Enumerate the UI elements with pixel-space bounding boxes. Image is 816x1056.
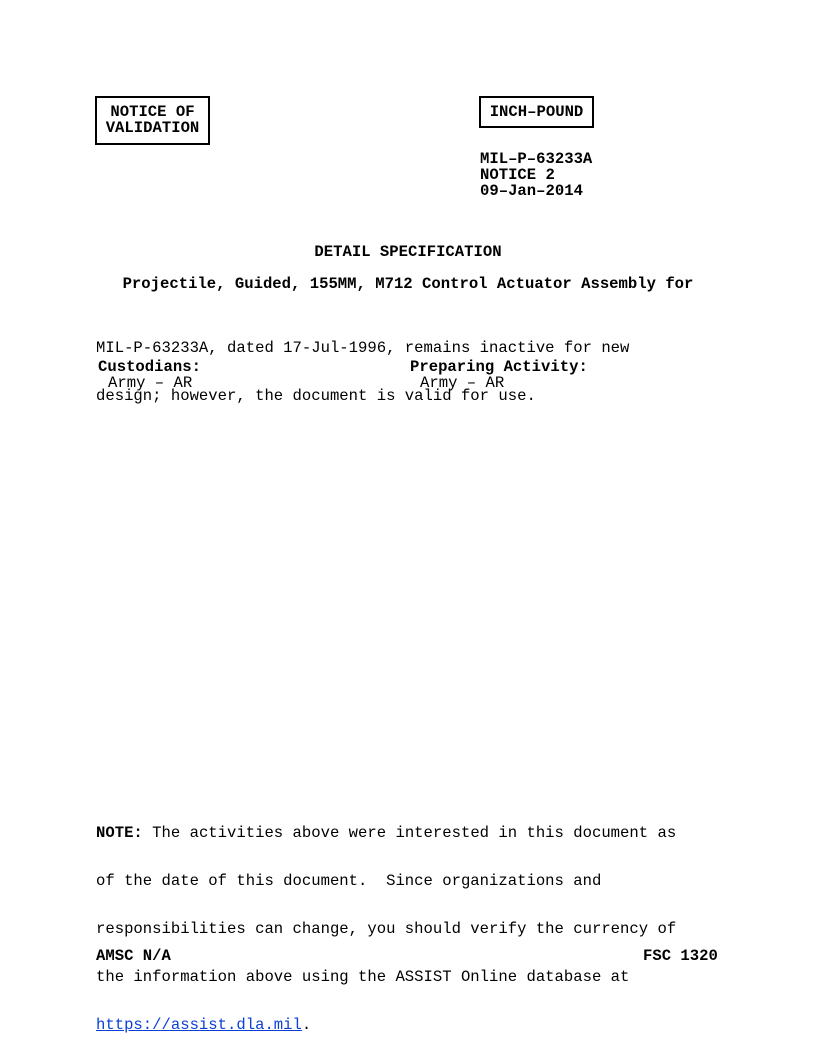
notice-date: 09–Jan–2014 bbox=[480, 182, 583, 200]
note-line-3: responsibilities can change, you should verify the currency of bbox=[96, 920, 677, 938]
document-subject: Projectile, Guided, 155MM, M712 Control Actuator Assembly for bbox=[122, 275, 694, 293]
validation-statement-line-1: MIL-P-63233A, dated 17-Jul-1996, remains inactive for new bbox=[96, 339, 630, 357]
notice-of-validation-box bbox=[95, 96, 210, 145]
preparing-activity-block bbox=[410, 359, 588, 391]
note-label: NOTE: bbox=[96, 824, 143, 842]
document-heading: DETAIL SPECIFICATION bbox=[314, 243, 502, 261]
document-identifier bbox=[480, 151, 592, 199]
validation-statement-line-2: design; however, the document is valid for use. bbox=[96, 387, 536, 405]
note-line-1: The activities above were interested in this document as bbox=[142, 824, 677, 842]
amsc-code: AMSC N/A bbox=[96, 947, 171, 965]
preparing-activity-value: Army – AR bbox=[420, 374, 505, 392]
note-line-4: the information above using the ASSIST Online database at bbox=[96, 968, 630, 986]
document-number: MIL–P–63233A bbox=[480, 150, 593, 168]
notice-box-line-1: NOTICE OF bbox=[110, 103, 195, 121]
custodians-value: Army – AR bbox=[108, 374, 193, 392]
custodians-label: Custodians: bbox=[98, 358, 201, 376]
assist-online-link[interactable]: https://assist.dla.mil bbox=[96, 1016, 302, 1034]
note-paragraph bbox=[96, 793, 736, 1049]
note-trailing-period: . bbox=[301, 1016, 312, 1034]
custodians-block bbox=[98, 359, 201, 391]
preparing-activity-label: Preparing Activity: bbox=[410, 358, 588, 376]
inch-pound-label: INCH–POUND bbox=[489, 103, 584, 121]
fsc-code: FSC 1320 bbox=[643, 947, 718, 965]
notice-box-line-2: VALIDATION bbox=[105, 119, 200, 137]
notice-number: NOTICE 2 bbox=[480, 166, 555, 184]
inch-pound-box bbox=[479, 96, 594, 128]
note-line-2: of the date of this document. Since organizations and bbox=[96, 872, 602, 890]
